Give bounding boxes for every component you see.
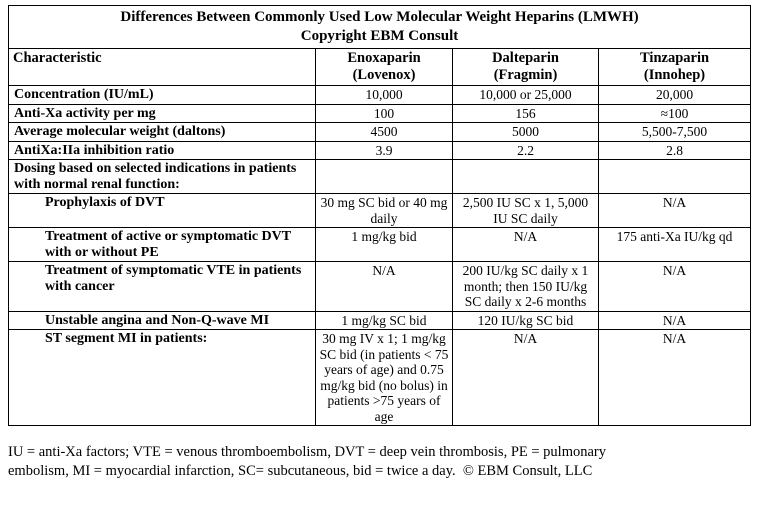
column-header-characteristic: Characteristic: [9, 49, 316, 86]
drug-brand-name: (Innohep): [643, 67, 706, 83]
value-cell: [316, 160, 453, 194]
lmwh-comparison-table: [8, 5, 751, 426]
value-cell: 120 IU/kg SC bid: [453, 311, 599, 330]
characteristic-cell: Anti-Xa activity per mg: [9, 104, 316, 123]
value-cell: 10,000: [316, 86, 453, 105]
value-cell: 2,500 IU SC x 1, 5,000 IU SC daily: [453, 194, 599, 228]
table-row: [9, 104, 751, 123]
table-row: [9, 86, 751, 105]
abbreviation-footnote: [8, 443, 750, 481]
characteristic-cell: Unstable angina and Non-Q-wave MI: [9, 311, 316, 330]
column-header-drug: [453, 49, 599, 86]
drug-generic-name: Enoxaparin: [347, 50, 421, 66]
value-cell: 200 IU/kg SC daily x 1 month; then 150 IU/kg SC daily x 2-6 months: [453, 262, 599, 312]
value-cell: ≈100: [599, 104, 751, 123]
value-cell: 175 anti-Xa IU/kg qd: [599, 228, 751, 262]
characteristic-cell: Treatment of symptomatic VTE in patients with cancer: [9, 262, 316, 312]
table-row: [9, 194, 751, 228]
value-cell: 20,000: [599, 86, 751, 105]
table-row: [9, 123, 751, 142]
value-cell: 3.9: [316, 141, 453, 160]
column-header-drug: [316, 49, 453, 86]
column-header-drug: [599, 49, 751, 86]
value-cell: 5,500-7,500: [599, 123, 751, 142]
value-cell: 30 mg IV x 1; 1 mg/kg SC bid (in patients < 75 years of age) and 0.75 mg/kg bid (no bolus) in patients >75 years of age: [316, 330, 453, 426]
value-cell: 4500: [316, 123, 453, 142]
value-cell: N/A: [453, 228, 599, 262]
characteristic-cell: Prophylaxis of DVT: [9, 194, 316, 228]
value-cell: 10,000 or 25,000: [453, 86, 599, 105]
value-cell: N/A: [599, 330, 751, 426]
value-cell: N/A: [599, 311, 751, 330]
characteristic-cell: Dosing based on selected indications in patients with normal renal function:: [9, 160, 316, 194]
characteristic-cell: ST segment MI in patients:: [9, 330, 316, 426]
table-title: [9, 6, 751, 49]
characteristic-cell: AntiXa:IIa inhibition ratio: [9, 141, 316, 160]
value-cell: 1 mg/kg SC bid: [316, 311, 453, 330]
drug-generic-name: Dalteparin: [492, 50, 559, 66]
value-cell: N/A: [316, 262, 453, 312]
footnote-line2: embolism, MI = myocardial infarction, SC= subcutaneous, bid = twice a day. © EBM Consult, LLC: [8, 463, 593, 479]
characteristic-cell: Concentration (IU/mL): [9, 86, 316, 105]
table-row: [9, 311, 751, 330]
table-row: [9, 160, 751, 194]
drug-brand-name: (Fragmin): [493, 67, 558, 83]
drug-brand-name: (Lovenox): [352, 67, 416, 83]
value-cell: 2.2: [453, 141, 599, 160]
table-row: [9, 262, 751, 312]
value-cell: 2.8: [599, 141, 751, 160]
value-cell: N/A: [599, 194, 751, 228]
table-row: [9, 330, 751, 426]
value-cell: [453, 160, 599, 194]
value-cell: 5000: [453, 123, 599, 142]
value-cell: 156: [453, 104, 599, 123]
drug-generic-name: Tinzaparin: [640, 50, 710, 66]
characteristic-cell: Average molecular weight (daltons): [9, 123, 316, 142]
table-row: [9, 141, 751, 160]
table-row: [9, 228, 751, 262]
value-cell: [599, 160, 751, 194]
value-cell: 100: [316, 104, 453, 123]
footnote-line1: IU = anti-Xa factors; VTE = venous thromboembolism, DVT = deep vein thrombosis, PE = pulmonary: [8, 444, 606, 460]
characteristic-cell: Treatment of active or symptomatic DVT with or without PE: [9, 228, 316, 262]
table-title-line2: Copyright EBM Consult: [300, 28, 459, 44]
title-row: [9, 6, 751, 49]
value-cell: 30 mg SC bid or 40 mg daily: [316, 194, 453, 228]
value-cell: 1 mg/kg bid: [316, 228, 453, 262]
table-title-line1: Differences Between Commonly Used Low Molecular Weight Heparins (LMWH): [120, 9, 639, 25]
value-cell: N/A: [453, 330, 599, 426]
value-cell: N/A: [599, 262, 751, 312]
column-header-row: [9, 49, 751, 86]
